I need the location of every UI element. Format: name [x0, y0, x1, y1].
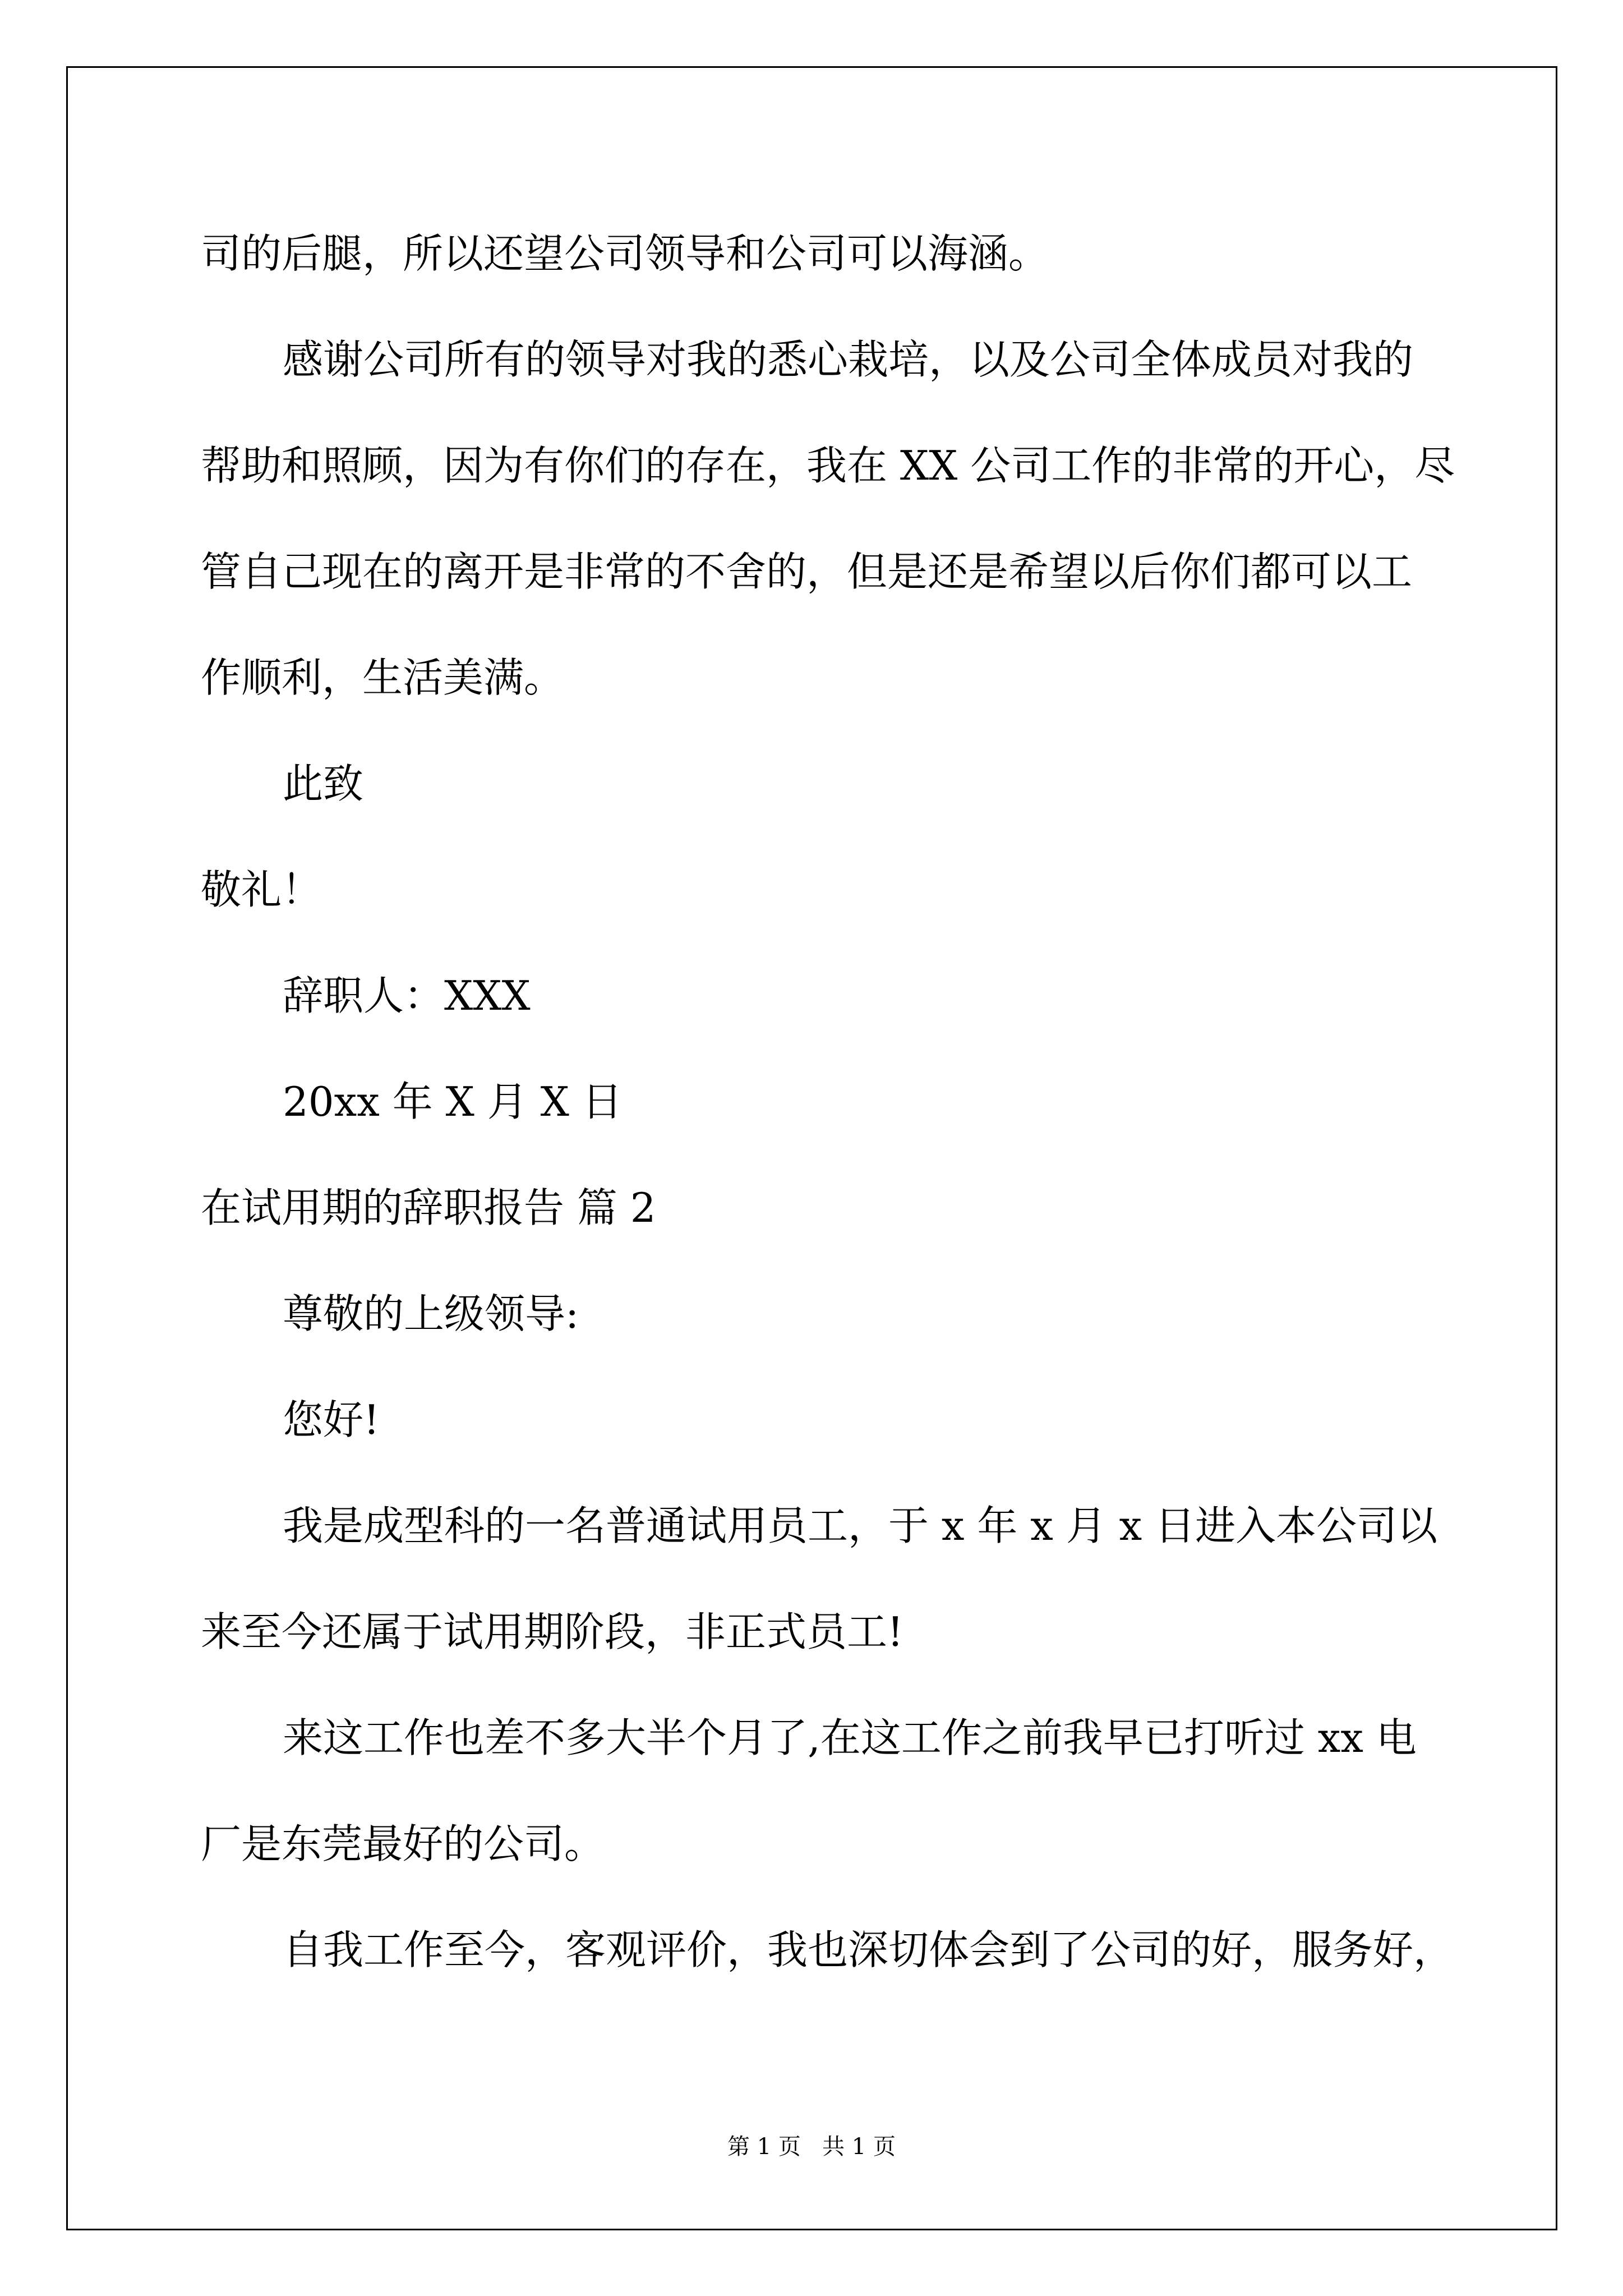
body-line: 作顺利，生活美满。: [201, 654, 565, 701]
body-line: 自我工作至今，客观评价，我也深切体会到了公司的好，服务好，: [283, 1926, 1454, 1973]
date-line: 20xx 年 X 月 X 日: [283, 1078, 623, 1125]
section-heading: 在试用期的辞职报告 篇 2: [201, 1184, 656, 1231]
closing-regards: 敬礼！: [201, 866, 322, 913]
signature-line: 辞职人：XXX: [283, 972, 531, 1019]
body-line: 帮助和照顾，因为有你们的存在，我在 XX 公司工作的非常的开心，尽: [201, 442, 1455, 489]
body-line: 管自己现在的离开是非常的不舍的，但是还是希望以后你们都可以工: [201, 548, 1413, 595]
document-body: [201, 201, 1491, 2003]
page-number-footer: 第 1 页 共 1 页: [727, 2134, 896, 2160]
body-line: 来这工作也差不多大半个月了,在这工作之前我早已打听过 xx 电: [283, 1714, 1417, 1761]
body-line: 司的后腿，所以还望公司领导和公司可以海涵。: [201, 230, 1049, 277]
body-line: 感谢公司所有的领导对我的悉心栽培，以及公司全体成员对我的: [283, 336, 1414, 383]
closing-salutation: 此致: [283, 760, 364, 807]
body-line: 厂是东莞最好的公司。: [201, 1820, 605, 1867]
greeting-line: 您好!: [283, 1396, 380, 1443]
body-line: 我是成型科的一名普通试用员工，于 x 年 x 月 x 日进入本公司以: [283, 1502, 1438, 1549]
body-line: 来至今还属于试用期阶段，非正式员工!: [201, 1608, 903, 1655]
greeting-line: 尊敬的上级领导:: [283, 1290, 579, 1337]
